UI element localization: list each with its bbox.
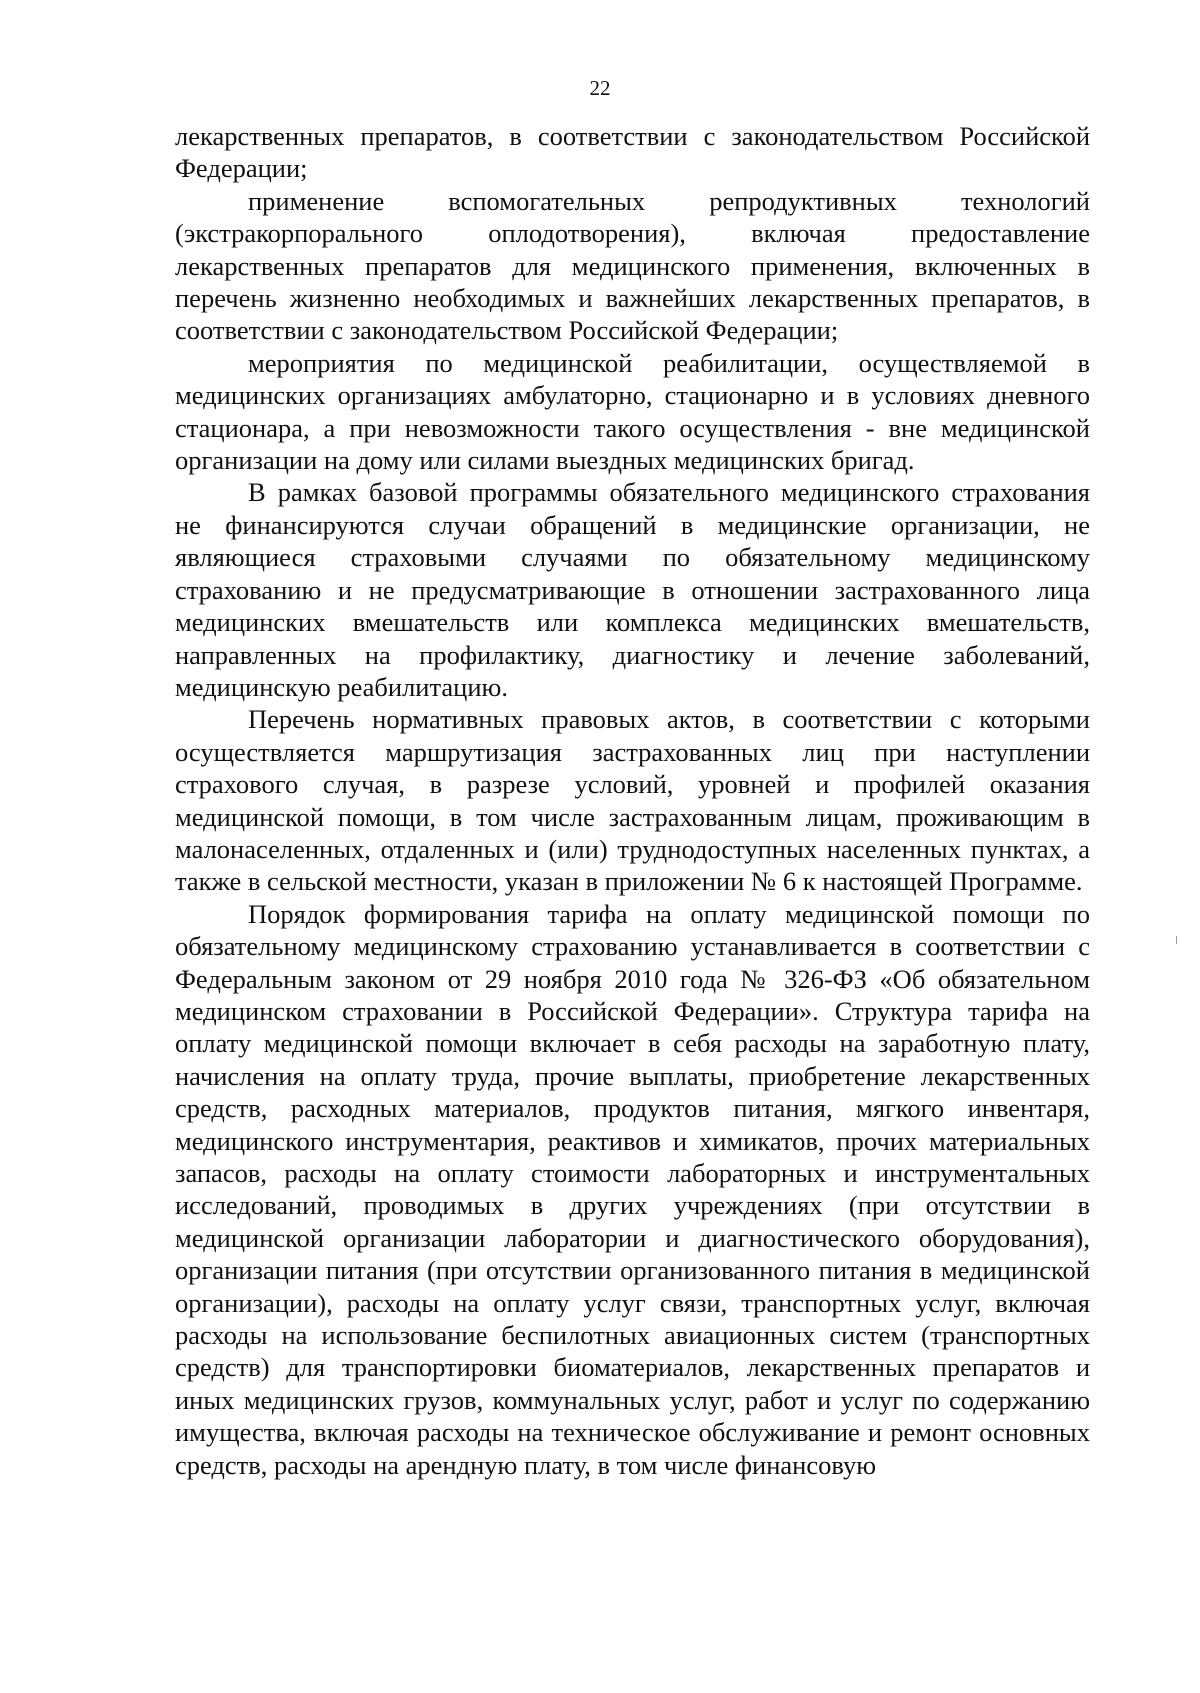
paragraph-reproductive-technologies: применение вспомогательных репродуктивных технологий (экстракорпорального оплодотворения), включая предоставление лекарственных препаратов для медицинского применения, включенных в перечень жизненно необходимых и важнейших лекарственных препаратов, в соответствии с законодательством Российской Федерации; [175, 185, 1090, 346]
document-body [175, 120, 1090, 1481]
paragraph-medical-rehabilitation: мероприятия по медицинской реабилитации, осуществляемой в медицинских организациях амбулаторно, стационарно и в условиях дневного стационара, а при невозможности такого осуществления - вне медицинской организации на дому или силами выездных медицинских бригад. [175, 347, 1090, 476]
paragraph-routing-acts: Перечень нормативных правовых актов, в соответствии с которыми осуществляется маршрутизация застрахованных лиц при наступлении страхового случая, в разрезе условий, уровней и профилей оказания медицинской помощи, в том числе застрахованным лицам, проживающим в малонаселенных, отдаленных и (или) труднодоступных населенных пунктах, а также в сельской местности, указан в приложении № 6 к настоящей Программе. [175, 704, 1090, 897]
paragraph-tariff-formation: Порядок формирования тарифа на оплату медицинской помощи по обязательному медицинскому страхованию устанавливается в соответствии с Федеральным законом от 29 ноября 2010 года № 326-ФЗ «Об обязательном медицинском страховании в Российской Федерации». Структура тарифа на оплату медицинской помощи включает в себя расходы на заработную плату, начисления на оплату труда, прочие выплаты, приобретение лекарственных средств, расходных материалов, продуктов питания, мягкого инвентаря, медицинского инструментария, реактивов и химикатов, прочих материальных запасов, расходы на оплату стоимости лабораторных и инструментальных исследований, проводимых в других учреждениях (при отсутствии в медицинской организации лаборатории и диагностического оборудования), организации питания (при отсутствии организованного питания в медицинской организации), расходы на оплату услуг связи, транспортных услуг, включая расходы на использование беспилотных авиационных систем (транспортных средств) для транспортировки биоматериалов, лекарственных препаратов и иных медицинских грузов, коммунальных услуг, работ и услуг по содержанию имущества, включая расходы на техническое обслуживание и ремонт основных средств, расходы на арендную плату, в том числе финансовую [175, 898, 1090, 1480]
page-number: 22 [589, 76, 611, 100]
scan-margin-mark [1176, 936, 1177, 944]
paragraph-continued-medicines: лекарственных препаратов, в соответствии с законодательством Российской Федерации; [175, 121, 1090, 184]
paragraph-not-financed-cases: В рамках базовой программы обязательного медицинского страхования не финансируются случаи обращений в медицинские организации, не являющиеся страховыми случаями по обязательному медицинскому страхованию и не предусматривающие в отношении застрахованного лица медицинских вмешательств или комплекса медицинских вмешательств, направленных на профилактику, диагностику и лечение заболеваний, медицинскую реабилитацию. [175, 477, 1090, 702]
